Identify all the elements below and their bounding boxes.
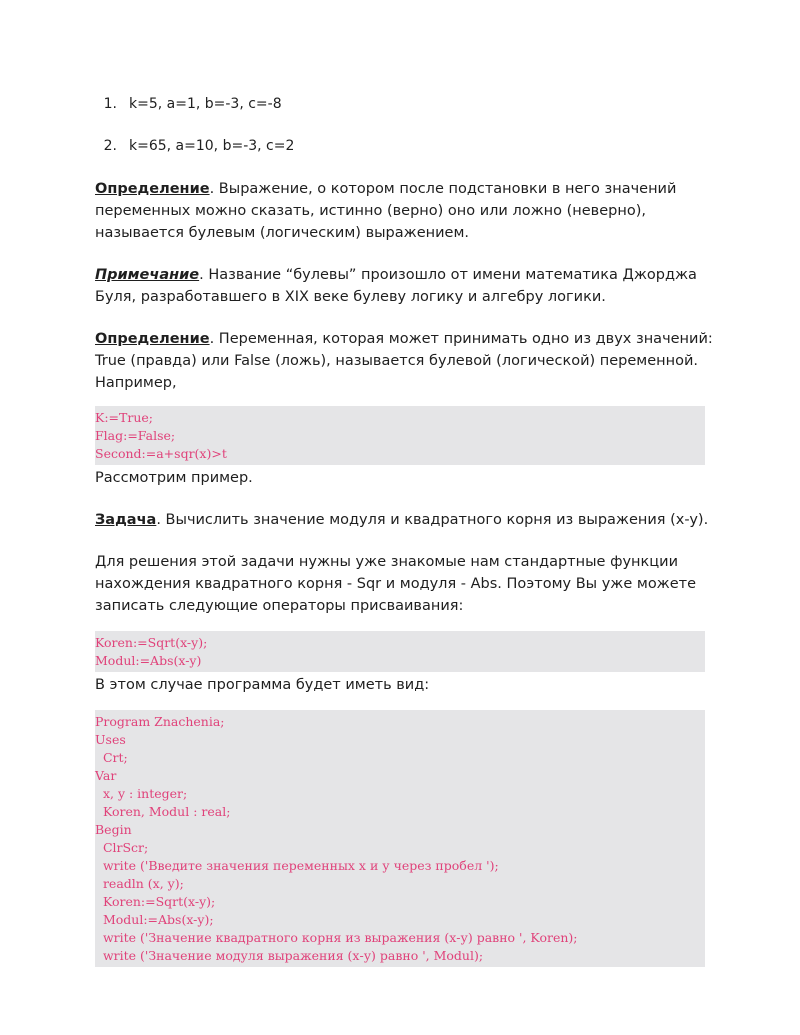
list-item — [95, 94, 715, 114]
code-line: K:=True; — [95, 410, 153, 425]
code-line: Koren:=Sqrt(x-y); — [95, 635, 208, 650]
code-block-program — [95, 710, 705, 967]
list-number: 1. — [103, 96, 117, 112]
task-text: . Вычислить значение модуля и квадратного корня из выражения (x-y). — [156, 512, 709, 528]
code-line: Flag:=False; — [95, 428, 176, 443]
definition-boolean-variable — [95, 328, 715, 394]
definition-text: . Переменная, которая может принимать одно из двух значений: True (правда) или False (ложь), называется булевой (логической) переменной. Например, — [95, 331, 713, 391]
code-line: readln (x, y); — [95, 876, 184, 891]
consider-example-text: Рассмотрим пример. — [95, 470, 253, 486]
task-paragraph — [95, 509, 715, 531]
code-line: Uses — [95, 732, 126, 747]
definition-boolean-expression — [95, 178, 715, 244]
task-term: Задача — [95, 512, 157, 528]
code-line: write ('Значение модуля выражения (х-у) равно ', Modul); — [95, 948, 484, 963]
note-paragraph — [95, 264, 715, 308]
code-line: ClrScr; — [95, 840, 149, 855]
list-item — [95, 136, 715, 156]
numbered-list — [95, 94, 715, 156]
note-term: Примечание — [95, 267, 200, 283]
list-text: k=5, a=1, b=-3, c=-8 — [129, 96, 282, 112]
code-line: Program Znachenia; — [95, 714, 225, 729]
code-block-assignments — [95, 631, 705, 672]
program-intro-text: В этом случае программа будет иметь вид: — [95, 677, 430, 693]
list-number: 2. — [103, 138, 117, 154]
definition-text: . Выражение, о котором после подстановки в него значений переменных можно сказать, истинно (верно) оно или ложно (неверно), называется булевым (логическим) выражением. — [95, 181, 677, 241]
code-line: write ('Значение квадратного корня из выражения (х-у) равно ', Koren); — [95, 930, 578, 945]
solution-paragraph: Для решения этой задачи нужны уже знакомые нам стандартные функции нахождения квадратного корня - Sqr и модуля - Abs. Поэтому Вы уже можете записать следующие операторы присваивания: — [95, 554, 697, 614]
definition-term: Определение — [95, 331, 210, 347]
definition-term: Определение — [95, 181, 210, 197]
code-line: write ('Введите значения переменных х и у через пробел '); — [95, 858, 499, 873]
code-line: Koren:=Sqrt(x-y); — [95, 894, 216, 909]
code-line: x, y : integer; — [95, 786, 188, 801]
code-line: Koren, Modul : real; — [95, 804, 231, 819]
code-block-boolean — [95, 406, 705, 465]
code-line: Second:=a+sqr(x)>t — [95, 446, 227, 461]
note-text: . Название “булевы” произошло от имени математика Джорджа Буля, разработавшего в XIX веке булеву логику и алгебру логики. — [95, 267, 697, 305]
code-line: Begin — [95, 822, 132, 837]
code-line: Crt; — [95, 750, 128, 765]
document-content — [95, 94, 715, 967]
list-text: k=65, a=10, b=-3, c=2 — [129, 138, 295, 154]
code-line: Modul:=Abs(x-y) — [95, 653, 202, 668]
code-line: Modul:=Abs(x-y); — [95, 912, 214, 927]
code-line: Var — [95, 768, 117, 783]
